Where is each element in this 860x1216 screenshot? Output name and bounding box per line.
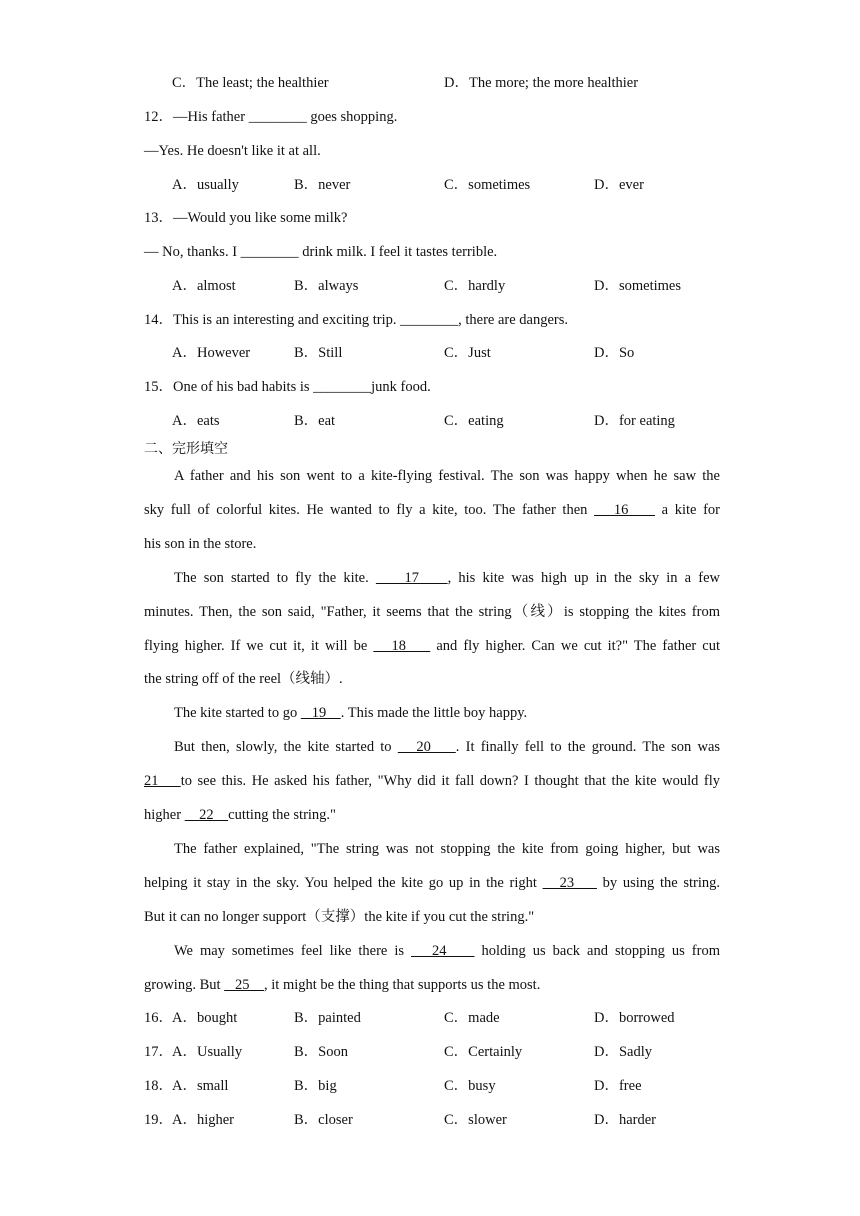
q19-option-c: C．slower bbox=[444, 1112, 507, 1128]
blank-25: 25 bbox=[224, 976, 265, 993]
passage-line: helping it stay in the sky. You helped the kite go up in the right 23 by using the string. bbox=[144, 874, 721, 891]
passage-line: A father and his son went to a kite-flying festival. The son was happy when he saw the bbox=[174, 468, 720, 484]
passage-line: sky full of colorful kites. He wanted to fly a kite, too. The father then 16 a kite for bbox=[144, 501, 720, 518]
q17-option-a: A．Usually bbox=[172, 1044, 243, 1060]
passage-line: We may sometimes feel like there is 24 holding us back and stopping us from bbox=[174, 942, 720, 959]
question-15-stem: 15．One of his bad habits is ________junk food. bbox=[144, 379, 431, 395]
blank-18: 18 bbox=[373, 637, 431, 654]
question-13-stem: 13．—Would you like some milk? bbox=[144, 210, 348, 226]
q14-option-b: B．Still bbox=[294, 345, 343, 361]
q15-option-d: D．for eating bbox=[594, 413, 675, 429]
passage-line: The kite started to go 19 . This made the little boy happy. bbox=[174, 705, 528, 722]
q16-option-d: D．borrowed bbox=[594, 1010, 675, 1026]
question-13-reply: — No, thanks. I ________ drink milk. I feel it tastes terrible. bbox=[144, 244, 498, 260]
blank-16: 16 bbox=[594, 501, 655, 518]
q12-option-d: D．ever bbox=[594, 177, 644, 193]
section-heading: 二、完形填空 bbox=[144, 441, 228, 457]
q17-option-d: D．Sadly bbox=[594, 1044, 652, 1060]
q19-option-a: A．higher bbox=[172, 1112, 235, 1128]
q13-option-a: A．almost bbox=[172, 278, 236, 294]
q13-option-c: C．hardly bbox=[444, 278, 506, 294]
q15-option-c: C．eating bbox=[444, 413, 504, 429]
q12-option-b: B．never bbox=[294, 177, 351, 193]
q13-option-b: B．always bbox=[294, 278, 359, 294]
q18-option-b: B．big bbox=[294, 1078, 337, 1094]
passage-line: 21 to see this. He asked his father, "Why did it fall down? I thought that the kite would fly bbox=[144, 773, 720, 790]
blank-20: 20 bbox=[397, 739, 456, 756]
q17-number: 17． bbox=[144, 1044, 173, 1060]
q18-option-d: D．free bbox=[594, 1078, 642, 1094]
blank-22: 22 bbox=[184, 807, 229, 824]
q16-option-a: A．bought bbox=[172, 1010, 238, 1026]
q18-number: 18． bbox=[144, 1078, 173, 1094]
q16-option-b: B．painted bbox=[294, 1010, 361, 1026]
passage-line: minutes. Then, the son said, "Father, it seems that the string（线）is stopping the kites from bbox=[144, 603, 720, 620]
question-14-stem: 14．This is an interesting and exciting trip. ________, there are dangers. bbox=[144, 312, 569, 328]
q12-option-a: A．usually bbox=[172, 177, 239, 193]
passage-line: his son in the store. bbox=[144, 535, 257, 552]
passage-line: growing. But 25 , it might be the thing that supports us the most. bbox=[144, 976, 541, 993]
passage-line: The son started to fly the kite. 17 , his kite was high up in the sky in a few bbox=[174, 569, 720, 586]
q14-option-a: A．However bbox=[172, 345, 251, 361]
q15-option-a: A．eats bbox=[172, 413, 220, 429]
q18-option-c: C．busy bbox=[444, 1078, 496, 1094]
q19-number: 19． bbox=[144, 1112, 173, 1128]
blank-17: 17 bbox=[375, 569, 448, 586]
blank-21: 21 bbox=[144, 773, 181, 790]
passage-line: But then, slowly, the kite started to 20 . It finally fell to the ground. The son was bbox=[174, 739, 721, 756]
q18-option-a: A．small bbox=[172, 1078, 229, 1094]
q16-number: 16． bbox=[144, 1010, 173, 1026]
q17-option-c: C．Certainly bbox=[444, 1044, 523, 1060]
q14-option-d: D．So bbox=[594, 345, 635, 361]
question-12-stem: 12．—His father ________ goes shopping. bbox=[144, 109, 398, 125]
option-d: D．The more; the more healthier bbox=[444, 75, 639, 91]
passage-line: The father explained, "The string was not stopping the kite from going higher, but was bbox=[174, 840, 720, 857]
blank-19: 19 bbox=[300, 705, 341, 722]
passage-line: higher 22 cutting the string." bbox=[144, 807, 336, 824]
q12-option-c: C．sometimes bbox=[444, 177, 531, 193]
passage-line: But it can no longer support（支撑）the kite if you cut the string." bbox=[144, 908, 535, 925]
option-c: C．The least; the healthier bbox=[172, 75, 329, 91]
blank-23: 23 bbox=[542, 874, 597, 891]
cloze-passage bbox=[144, 460, 720, 1003]
q14-option-c: C．Just bbox=[444, 345, 491, 361]
q19-option-d: D．harder bbox=[594, 1112, 657, 1128]
passage-line: the string off of the reel（线轴）. bbox=[144, 671, 343, 688]
blank-24: 24 bbox=[411, 942, 475, 959]
q13-option-d: D．sometimes bbox=[594, 278, 681, 294]
q17-option-b: B．Soon bbox=[294, 1044, 348, 1060]
question-12-reply: —Yes. He doesn't like it at all. bbox=[144, 143, 321, 159]
q16-option-c: C．made bbox=[444, 1010, 500, 1026]
passage-line: flying higher. If we cut it, it will be 18 and fly higher. Can we cut it?" The father cut bbox=[144, 637, 720, 654]
q19-option-b: B．closer bbox=[294, 1112, 353, 1128]
q15-option-b: B．eat bbox=[294, 413, 336, 429]
